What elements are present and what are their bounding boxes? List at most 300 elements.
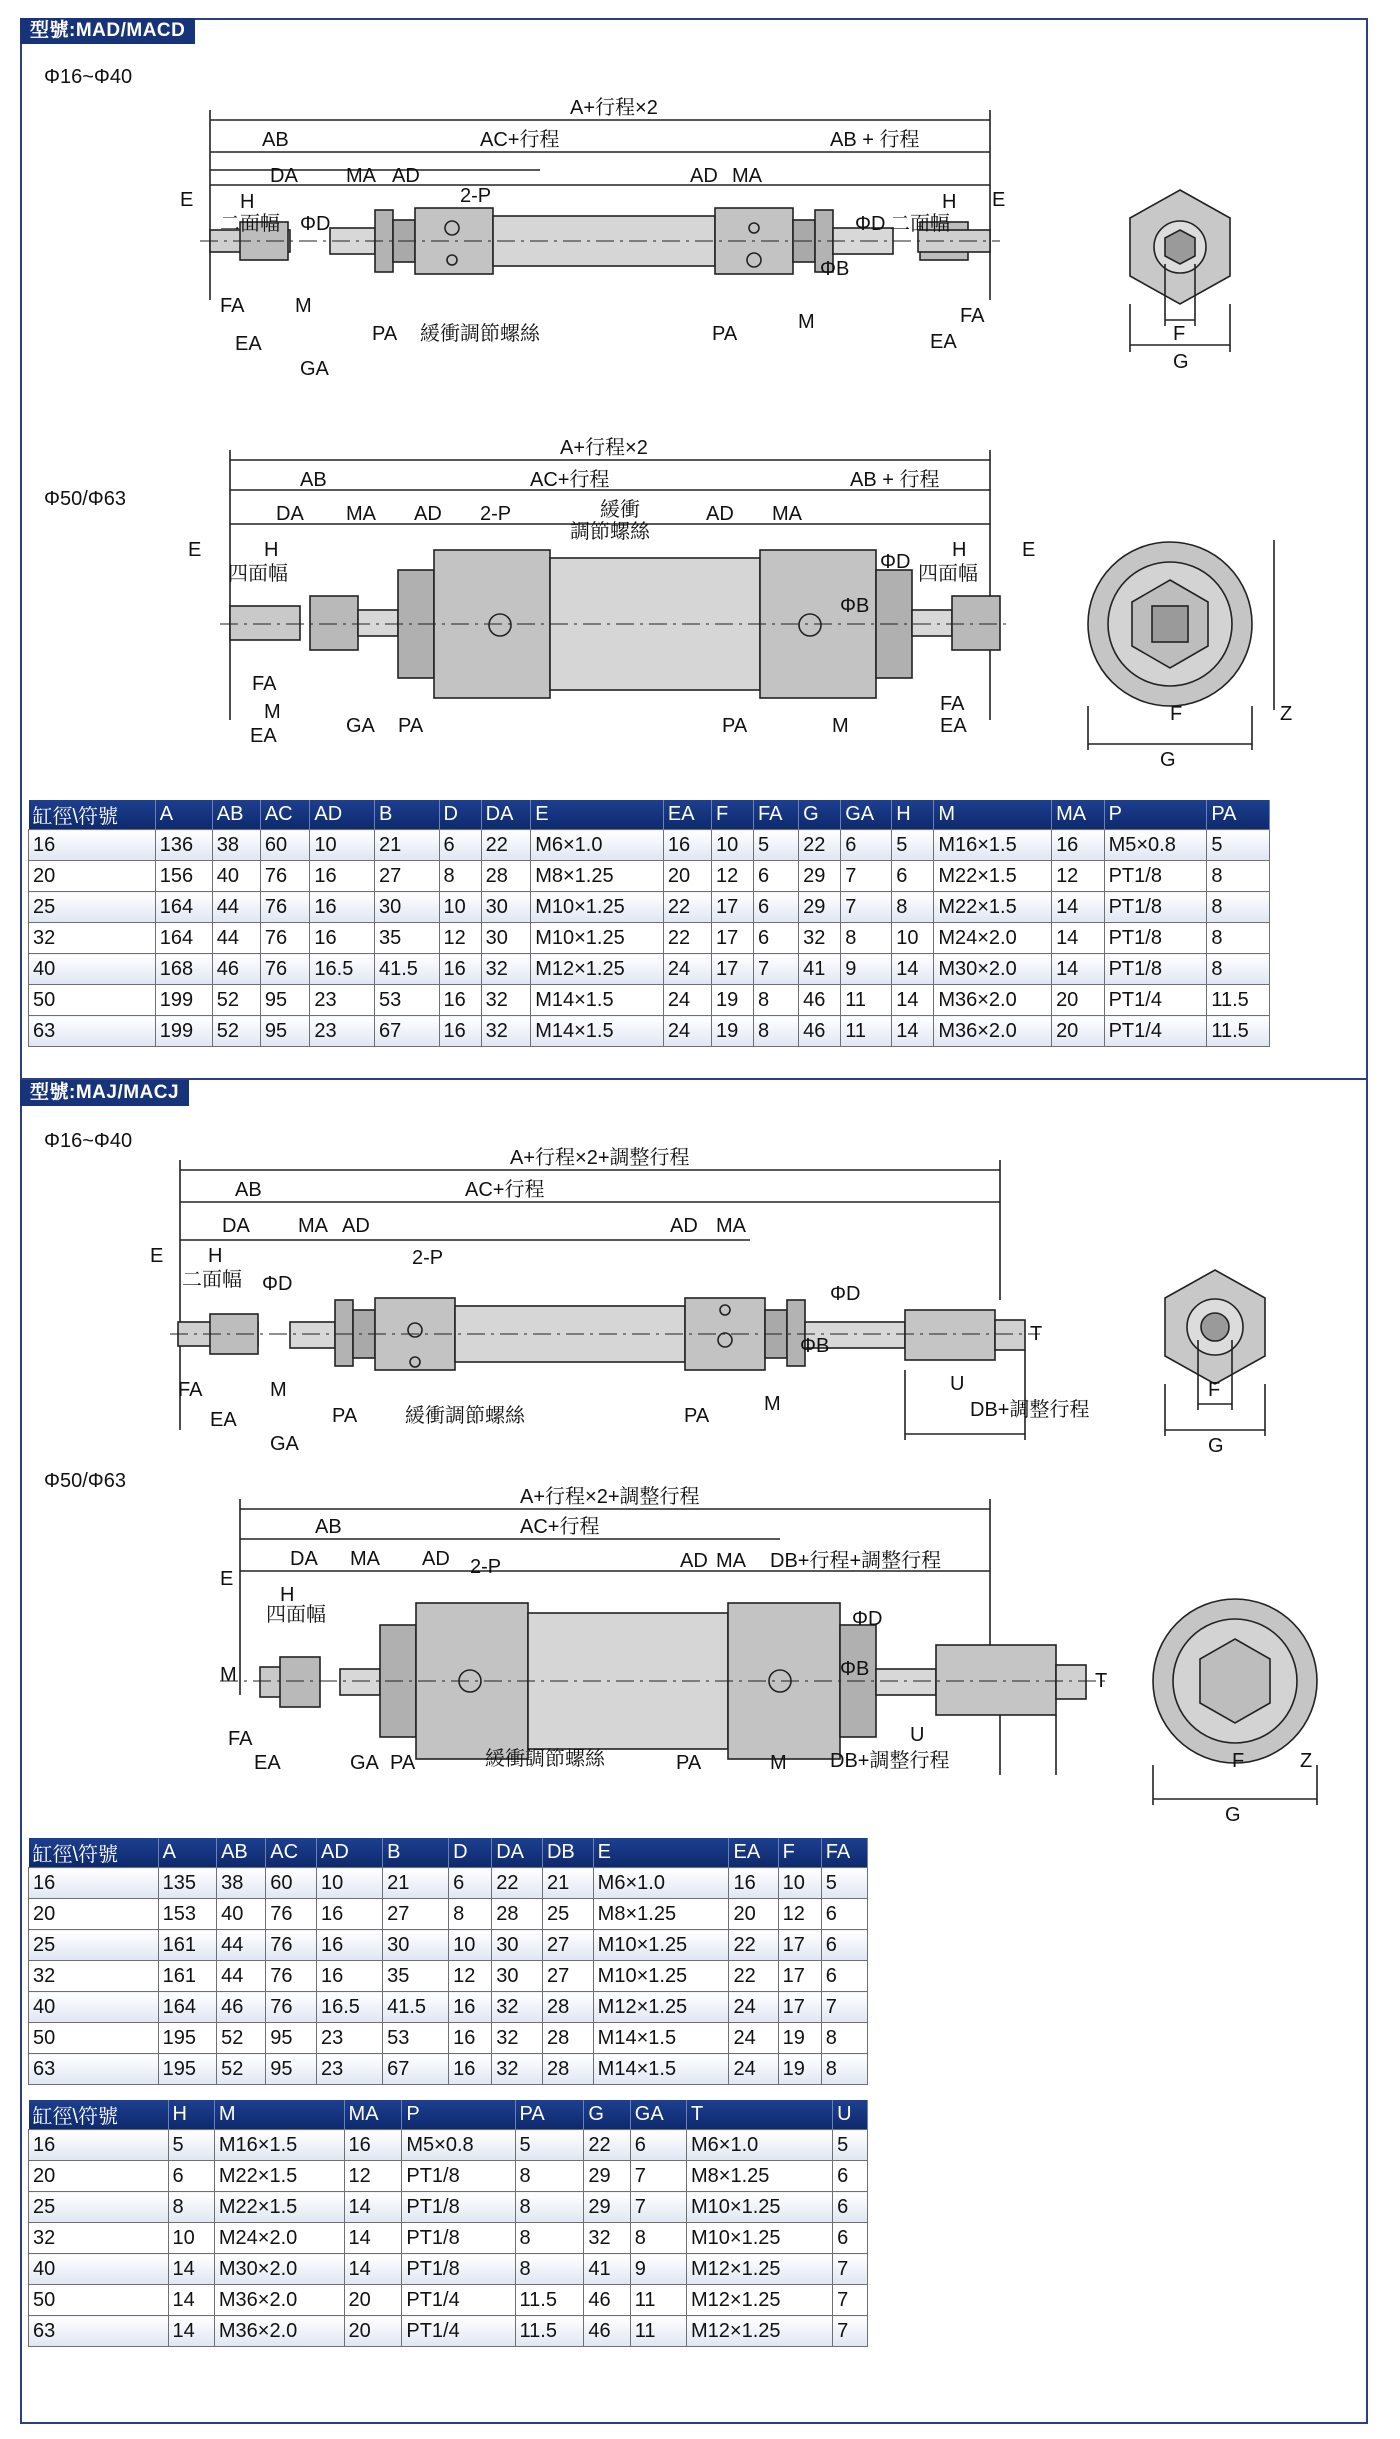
table-header-cell: AB: [217, 1838, 266, 1868]
table-cell: 63: [29, 2054, 159, 2085]
table-cell: 164: [155, 923, 212, 954]
dim-label: FA: [940, 693, 965, 715]
table-cell: 38: [217, 1868, 266, 1899]
dim-label: AD: [690, 165, 718, 187]
table-row: [29, 830, 1270, 861]
table-cell: 14: [168, 2254, 214, 2285]
table-cell: 14: [344, 2192, 402, 2223]
table-cell: M36×2.0: [214, 2285, 344, 2316]
table-cell: 35: [383, 1961, 449, 1992]
table-cell: M22×1.5: [934, 892, 1052, 923]
table-cell: 16: [317, 1930, 383, 1961]
table-cell: 14: [892, 1016, 934, 1047]
table-header-cell: DA: [492, 1838, 543, 1868]
table-cell: 16: [344, 2130, 402, 2161]
table-cell: 6: [754, 861, 799, 892]
table-cell: 14: [1052, 954, 1105, 985]
table-header-cell: AB: [212, 800, 260, 830]
table-cell: 14: [1052, 892, 1105, 923]
table-cell: 22: [663, 892, 711, 923]
table-cell: PT1/4: [402, 2285, 515, 2316]
table-cell: 8: [515, 2254, 584, 2285]
table-cell: 76: [260, 923, 310, 954]
dim-label: F: [1170, 703, 1183, 725]
table-cell: M22×1.5: [934, 861, 1052, 892]
dim-label: AB + 行程: [850, 469, 940, 491]
dim-label: 二面幅: [182, 1269, 242, 1291]
table-cell: 25: [542, 1899, 593, 1930]
dim-label: EA: [210, 1409, 237, 1431]
dim-label: M: [770, 1752, 787, 1774]
table-cell: 16: [1052, 830, 1105, 861]
dim-label: 2-P: [412, 1247, 444, 1269]
table-cell: PT1/8: [402, 2161, 515, 2192]
table-cell: M30×2.0: [214, 2254, 344, 2285]
dim-label: EA: [940, 715, 967, 737]
table-cell: 20: [729, 1899, 778, 1930]
table-cell: 46: [212, 954, 260, 985]
table-cell: 17: [711, 923, 753, 954]
dim-label: U: [910, 1724, 925, 1746]
table-cell: 11: [841, 985, 892, 1016]
table-cell: 76: [266, 1961, 317, 1992]
table-cell: 5: [833, 2130, 868, 2161]
table-header-cell: M: [934, 800, 1052, 830]
table-cell: 6: [833, 2223, 868, 2254]
subtitle-large-bore: Φ50/Φ63: [44, 1470, 126, 1492]
dim-label: FA: [960, 305, 985, 327]
dim-label: ΦD: [852, 1608, 883, 1630]
table-cell: 46: [584, 2285, 630, 2316]
table-cell: 7: [821, 1992, 867, 2023]
table-cell: 17: [778, 1992, 821, 2023]
table-cell: 41: [799, 954, 841, 985]
table-cell: M12×1.25: [687, 2316, 833, 2347]
dim-label: M: [764, 1393, 781, 1415]
table-cell: 28: [542, 2023, 593, 2054]
table-cell: 7: [630, 2161, 686, 2192]
table-cell: 20: [29, 1899, 159, 1930]
table-cell: 40: [217, 1899, 266, 1930]
dim-label: AB + 行程: [830, 129, 920, 151]
dim-label: 調節螺絲: [570, 521, 650, 543]
drawing-mad-small: [180, 90, 1320, 390]
table-cell: 32: [481, 985, 531, 1016]
table-header-cell: B: [374, 800, 439, 830]
table-cell: 16: [29, 830, 156, 861]
dim-label: H: [952, 539, 967, 561]
table-row: [29, 2254, 868, 2285]
drawing-mad-large: [180, 420, 1320, 780]
table-cell: 32: [29, 923, 156, 954]
table-cell: 40: [212, 861, 260, 892]
table-cell: 76: [266, 1992, 317, 2023]
table-cell: 76: [266, 1899, 317, 1930]
table-cell: 60: [266, 1868, 317, 1899]
table-header-cell: AC: [266, 1838, 317, 1868]
dim-label: Z: [1280, 703, 1293, 725]
section-tag-mad-macd: 型號:MAD/MACD: [20, 18, 195, 44]
dim-label: M: [798, 311, 815, 333]
table-cell: 20: [344, 2316, 402, 2347]
table-row: [29, 861, 1270, 892]
table-header-cell: U: [833, 2100, 868, 2130]
table-cell: 136: [155, 830, 212, 861]
spec-table-maj-a: [28, 1838, 868, 2085]
dim-label: PA: [712, 323, 738, 345]
table-cell: 21: [383, 1868, 449, 1899]
table-row: [29, 892, 1270, 923]
dim-label: AC+行程: [520, 1516, 600, 1538]
table-cell: M24×2.0: [934, 923, 1052, 954]
table-cell: 10: [317, 1868, 383, 1899]
table-cell: 8: [892, 892, 934, 923]
table-cell: 46: [217, 1992, 266, 2023]
dim-label: F: [1173, 323, 1186, 345]
table-cell: M14×1.5: [593, 2054, 729, 2085]
dim-label: EA: [930, 331, 957, 353]
table-cell: 53: [374, 985, 439, 1016]
table-cell: M30×2.0: [934, 954, 1052, 985]
table-cell: 7: [833, 2254, 868, 2285]
table-cell: 46: [584, 2316, 630, 2347]
table-header-cell: DA: [481, 800, 531, 830]
table-cell: 11.5: [515, 2316, 584, 2347]
table-header-cell: FA: [754, 800, 799, 830]
table-cell: M22×1.5: [214, 2161, 344, 2192]
table-cell: M10×1.25: [531, 892, 664, 923]
dim-label: AB: [262, 129, 289, 151]
dim-label: M: [295, 295, 312, 317]
table-cell: 7: [833, 2316, 868, 2347]
table-cell: 52: [212, 985, 260, 1016]
table-cell: 22: [729, 1930, 778, 1961]
table-cell: 22: [492, 1868, 543, 1899]
table-cell: 32: [492, 1992, 543, 2023]
dim-label: AD: [670, 1215, 698, 1237]
table-cell: 25: [29, 1930, 159, 1961]
table-header-cell: E: [531, 800, 664, 830]
table-header-cell: MA: [1052, 800, 1105, 830]
table-cell: 6: [892, 861, 934, 892]
table-cell: 16: [310, 861, 375, 892]
table-header-cell: GA: [841, 800, 892, 830]
table-cell: 14: [344, 2254, 402, 2285]
table-header-cell: H: [892, 800, 934, 830]
table-cell: 16: [729, 1868, 778, 1899]
table-cell: 30: [492, 1961, 543, 1992]
table-cell: 8: [439, 861, 481, 892]
table-cell: M36×2.0: [934, 1016, 1052, 1047]
dim-label: 緩衝調節螺絲: [405, 1405, 525, 1427]
table-cell: 22: [584, 2130, 630, 2161]
table-cell: 20: [1052, 1016, 1105, 1047]
dim-label: AD: [422, 1548, 450, 1570]
table-cell: 16: [439, 954, 481, 985]
table-cell: 30: [383, 1930, 449, 1961]
table-cell: 32: [29, 2223, 169, 2254]
dim-label: E: [180, 189, 194, 211]
table-header-cell: AD: [317, 1838, 383, 1868]
dim-label: Z: [1300, 1750, 1313, 1772]
table-header-cell: 缸徑\符號: [29, 2100, 169, 2130]
dim-label: MA: [732, 165, 762, 187]
table-cell: 16: [439, 1016, 481, 1047]
table-cell: 24: [663, 985, 711, 1016]
dim-label: F: [1232, 1750, 1245, 1772]
dim-label: GA: [346, 715, 375, 737]
dim-label: G: [1208, 1435, 1224, 1457]
table-cell: M36×2.0: [214, 2316, 344, 2347]
table-cell: M6×1.0: [593, 1868, 729, 1899]
dim-label: ΦD: [262, 1273, 293, 1295]
table-cell: 19: [778, 2054, 821, 2085]
dim-label: U: [950, 1373, 965, 1395]
subtitle-large-bore: Φ50/Φ63: [44, 488, 126, 510]
table-cell: 46: [799, 1016, 841, 1047]
table-cell: 8: [515, 2192, 584, 2223]
table-cell: 16: [29, 1868, 159, 1899]
table-row: [29, 2316, 868, 2347]
table-cell: 44: [212, 923, 260, 954]
table-cell: 8: [630, 2223, 686, 2254]
dim-label: PA: [722, 715, 748, 737]
table-cell: 16: [310, 892, 375, 923]
dim-label: MA: [716, 1215, 746, 1237]
dim-label: MA: [298, 1215, 328, 1237]
table-cell: 40: [29, 1992, 159, 2023]
dim-label: MA: [716, 1550, 746, 1572]
dim-label: EA: [254, 1752, 281, 1774]
dim-label: GA: [350, 1752, 379, 1774]
table-row: [29, 1899, 868, 1930]
table-cell: 6: [833, 2161, 868, 2192]
table-cell: 19: [778, 2023, 821, 2054]
table-cell: 7: [841, 861, 892, 892]
table-cell: PT1/8: [1104, 892, 1207, 923]
dim-label: GA: [300, 358, 329, 380]
dim-label: AD: [414, 503, 442, 525]
table-cell: 32: [492, 2054, 543, 2085]
table-cell: 10: [711, 830, 753, 861]
dim-label: ΦB: [840, 595, 870, 617]
dim-label: 2-P: [470, 1556, 502, 1578]
dim-label: EA: [250, 725, 277, 747]
table-cell: 27: [542, 1961, 593, 1992]
table-header-cell: B: [383, 1838, 449, 1868]
dim-label: 二面幅: [220, 213, 280, 235]
table-cell: 5: [892, 830, 934, 861]
dim-label: 四面幅: [266, 1604, 326, 1626]
table-cell: 24: [729, 2054, 778, 2085]
table-cell: 20: [344, 2285, 402, 2316]
dim-label: DB+調整行程: [830, 1750, 950, 1772]
dim-label: A+行程×2: [570, 97, 658, 119]
table-cell: 23: [310, 1016, 375, 1047]
table-cell: 6: [630, 2130, 686, 2161]
dim-label: AC+行程: [480, 129, 560, 151]
table-cell: 52: [212, 1016, 260, 1047]
table-cell: M10×1.25: [687, 2192, 833, 2223]
table-cell: 161: [158, 1930, 216, 1961]
table-cell: 11.5: [515, 2285, 584, 2316]
table-cell: 23: [317, 2023, 383, 2054]
table-cell: PT1/4: [402, 2316, 515, 2347]
table-row: [29, 2054, 868, 2085]
dim-label: FA: [220, 295, 245, 317]
dim-label: E: [188, 539, 202, 561]
table-cell: 6: [821, 1899, 867, 1930]
dim-label: 緩衝: [600, 499, 640, 521]
table-cell: 38: [212, 830, 260, 861]
table-cell: 35: [374, 923, 439, 954]
spec-table-maj-b: [28, 2100, 868, 2347]
table-cell: M14×1.5: [593, 2023, 729, 2054]
table-cell: 20: [29, 2161, 169, 2192]
dim-label: G: [1225, 1804, 1241, 1826]
table-cell: 24: [663, 954, 711, 985]
table-cell: 16.5: [317, 1992, 383, 2023]
table-cell: 44: [212, 892, 260, 923]
table-cell: PT1/4: [1104, 985, 1207, 1016]
table-cell: 32: [481, 954, 531, 985]
dim-label: PA: [332, 1405, 358, 1427]
table-cell: 27: [374, 861, 439, 892]
table-row: [29, 954, 1270, 985]
table-cell: 32: [481, 1016, 531, 1047]
dim-label: T: [1030, 1323, 1043, 1345]
subtitle-small-bore: Φ16~Φ40: [44, 1130, 133, 1152]
table-cell: M14×1.5: [531, 1016, 664, 1047]
table-header-cell: A: [158, 1838, 216, 1868]
table-cell: 27: [383, 1899, 449, 1930]
dim-label: 四面幅: [228, 563, 288, 585]
table-cell: 95: [260, 985, 310, 1016]
table-cell: M12×1.25: [593, 1992, 729, 2023]
table-cell: 16: [439, 985, 481, 1016]
dim-label: M: [270, 1379, 287, 1401]
dim-label: M: [220, 1664, 237, 1686]
table-cell: PT1/8: [1104, 861, 1207, 892]
dim-label: ΦB: [800, 1335, 830, 1357]
table-cell: 16.5: [310, 954, 375, 985]
table-header-cell: PA: [1207, 800, 1270, 830]
dim-label: EA: [235, 333, 262, 355]
table-header-cell: F: [778, 1838, 821, 1868]
table-cell: M16×1.5: [214, 2130, 344, 2161]
table-cell: M6×1.0: [531, 830, 664, 861]
table-cell: 8: [515, 2161, 584, 2192]
dim-label: DB+調整行程: [970, 1399, 1090, 1421]
table-cell: M14×1.5: [531, 985, 664, 1016]
table-cell: 50: [29, 985, 156, 1016]
table-cell: 11: [630, 2316, 686, 2347]
table-cell: PT1/8: [402, 2223, 515, 2254]
table-header-cell: F: [711, 800, 753, 830]
table-cell: 41.5: [383, 1992, 449, 2023]
table-cell: 8: [841, 923, 892, 954]
table-cell: 195: [158, 2023, 216, 2054]
table-cell: 6: [168, 2161, 214, 2192]
table-header-row: [29, 800, 1270, 830]
subtitle-small-bore: Φ16~Φ40: [44, 66, 133, 88]
table-cell: 6: [449, 1868, 492, 1899]
table-cell: 199: [155, 985, 212, 1016]
dim-label: DA: [222, 1215, 250, 1237]
table-cell: 76: [266, 1930, 317, 1961]
table-cell: 5: [515, 2130, 584, 2161]
table-cell: 95: [260, 1016, 310, 1047]
dim-label: ΦD: [855, 213, 886, 235]
table-cell: M8×1.25: [687, 2161, 833, 2192]
table-row: [29, 2161, 868, 2192]
table-cell: 8: [1207, 861, 1270, 892]
table-cell: 17: [711, 892, 753, 923]
dim-label: 四面幅: [918, 563, 978, 585]
table-cell: 6: [841, 830, 892, 861]
table-cell: 95: [266, 2023, 317, 2054]
dim-label: AD: [392, 165, 420, 187]
table-cell: 76: [260, 861, 310, 892]
table-cell: 41: [584, 2254, 630, 2285]
table-cell: 12: [344, 2161, 402, 2192]
table-header-cell: P: [402, 2100, 515, 2130]
dim-label: ΦD: [830, 1283, 861, 1305]
table-row: [29, 985, 1270, 1016]
table-cell: 8: [1207, 923, 1270, 954]
table-cell: 67: [383, 2054, 449, 2085]
dim-label: MA: [350, 1548, 380, 1570]
table-cell: 52: [217, 2054, 266, 2085]
table-cell: 19: [711, 985, 753, 1016]
dim-label: 緩衝調節螺絲: [485, 1748, 605, 1770]
table-header-cell: EA: [729, 1838, 778, 1868]
table-cell: 6: [754, 892, 799, 923]
dim-label: 二面幅: [890, 213, 950, 235]
table-cell: 16: [29, 2130, 169, 2161]
dim-label: F: [1208, 1379, 1221, 1401]
dim-label: H: [280, 1584, 295, 1606]
dim-label: MA: [346, 165, 376, 187]
table-cell: 7: [754, 954, 799, 985]
table-cell: 76: [260, 954, 310, 985]
table-cell: 24: [663, 1016, 711, 1047]
table-cell: 63: [29, 1016, 156, 1047]
dim-label: A+行程×2+調整行程: [520, 1486, 700, 1508]
dim-label: E: [992, 189, 1006, 211]
table-row: [29, 2130, 868, 2161]
table-cell: 10: [778, 1868, 821, 1899]
dim-label: AC+行程: [530, 469, 610, 491]
table-cell: M8×1.25: [593, 1899, 729, 1930]
table-header-row: [29, 2100, 868, 2130]
table-cell: M8×1.25: [531, 861, 664, 892]
table-cell: 20: [29, 861, 156, 892]
table-header-cell: D: [449, 1838, 492, 1868]
table-cell: 41.5: [374, 954, 439, 985]
table-cell: 76: [260, 892, 310, 923]
table-header-cell: DB: [542, 1838, 593, 1868]
table-cell: 29: [584, 2192, 630, 2223]
table-cell: M10×1.25: [593, 1961, 729, 1992]
table-cell: 16: [449, 2023, 492, 2054]
dim-label: FA: [228, 1728, 253, 1750]
dim-label: ΦB: [840, 1658, 870, 1680]
table-cell: M36×2.0: [934, 985, 1052, 1016]
dim-label: AC+行程: [465, 1179, 545, 1201]
table-cell: 52: [217, 2023, 266, 2054]
table-cell: PT1/4: [1104, 1016, 1207, 1047]
